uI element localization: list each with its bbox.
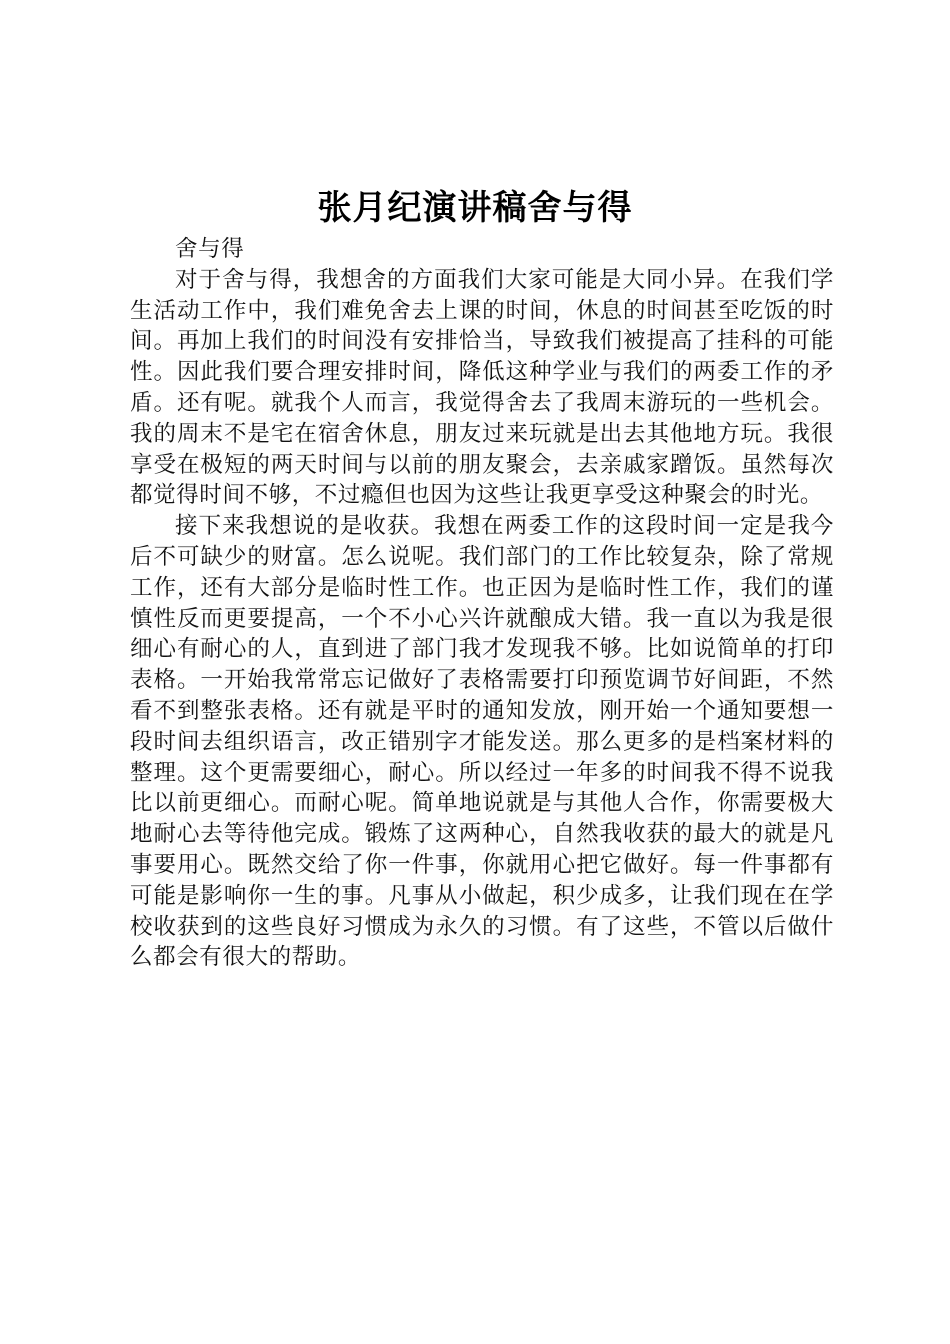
document-body — [130, 234, 834, 973]
paragraph: 对于舍与得，我想舍的方面我们大家可能是大同小异。在我们学生活动工作中，我们难免舍去上课的时间，休息的时间甚至吃饭的时间。再加上我们的时间没有安排恰当，导致我们被提高了挂科的可能性。因此我们要合理安排时间，降低这种学业与我们的两委工作的矛盾。还有呢。就我个人而言，我觉得舍去了我周末游玩的一些机会。我的周末不是宅在宿舍休息，朋友过来玩就是出去其他地方玩。我很享受在极短的两天时间与以前的朋友聚会，去亲戚家蹭饭。虽然每次都觉得时间不够，不过瘾但也因为这些让我更享受这种聚会的时光。 — [130, 266, 834, 509]
paragraph: 接下来我想说的是收获。我想在两委工作的这段时间一定是我今后不可缺少的财富。怎么说呢。我们部门的工作比较复杂，除了常规工作，还有大部分是临时性工作。也正因为是临时性工作，我们的谨慎性反而更要提高，一个不小心兴许就酿成大错。我一直以为我是很细心有耐心的人，直到进了部门我才发现我不够。比如说简单的打印表格。一开始我常常忘记做好了表格需要打印预览调节好间距，不然看不到整张表格。还有就是平时的通知发放，刚开始一个通知要想一段时间去组织语言，改正错别字才能发送。那么更多的是档案材料的整理。这个更需要细心，耐心。所以经过一年多的时间我不得不说我比以前更细心。而耐心呢。简单地说就是与其他人合作，你需要极大地耐心去等待他完成。锻炼了这两种心，自然我收获的最大的就是凡事要用心。既然交给了你一件事，你就用心把它做好。每一件事都有可能是影响你一生的事。凡事从小做起，积少成多，让我们现在在学校收获到的这些良好习惯成为永久的习惯。有了这些，不管以后做什么都会有很大的帮助。 — [130, 513, 834, 971]
paragraph-subtitle: 舍与得 — [175, 236, 245, 262]
page-title: 张月纪演讲稿舍与得 — [317, 188, 633, 228]
